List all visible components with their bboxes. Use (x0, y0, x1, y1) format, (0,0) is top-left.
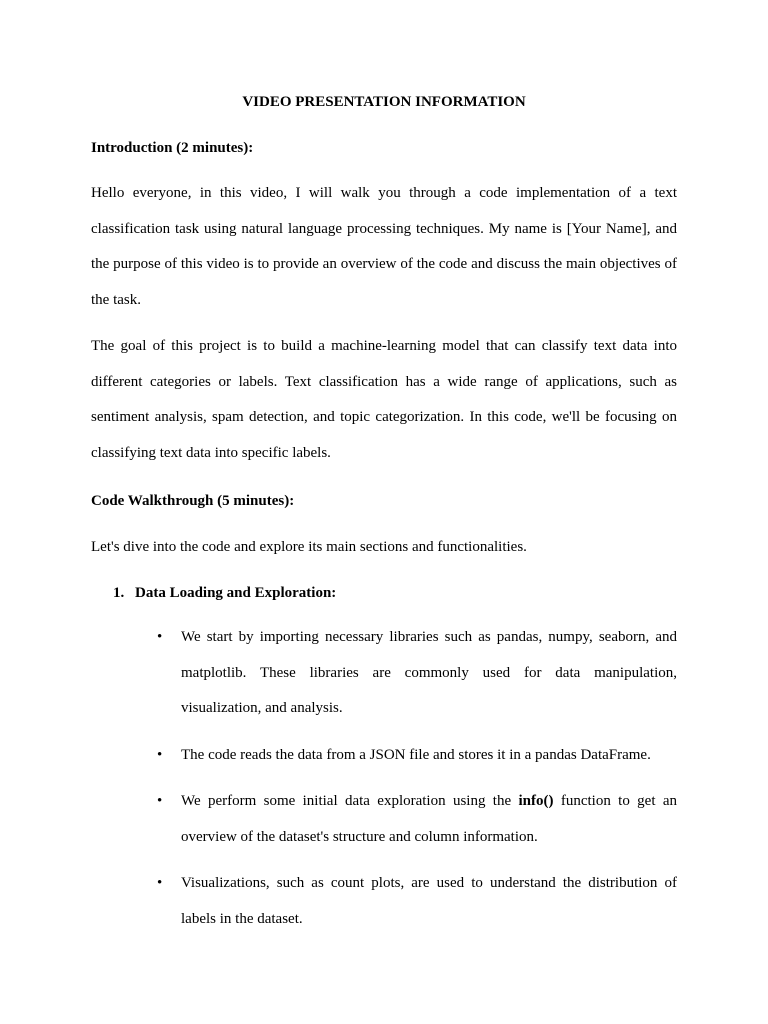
code-walkthrough-heading: Code Walkthrough (5 minutes): (91, 493, 295, 509)
paragraph-line: Hello everyone, in this video, I will walk you through a code implementation of a text (91, 185, 677, 201)
paragraph-line: different categories or labels. Text classification has a wide range of applications, such as (91, 373, 677, 390)
introduction-paragraph-2 (91, 329, 677, 471)
bullet-text: function to get an (553, 793, 678, 809)
paragraph-line: the purpose of this video is to provide an overview of the code and discuss the main objectives of (91, 256, 677, 272)
bullet-text: We perform some initial data exploration using the (181, 793, 519, 809)
paragraph-line: sentiment analysis, spam detection, and topic categorization. In this code, we'll be focusing on (91, 409, 677, 425)
section-1-heading (113, 584, 336, 602)
bullet-line: overview of the dataset's structure and column information. (181, 828, 538, 845)
paragraph-line: classification task using natural language processing techniques. My name is [Your Name], and (91, 220, 677, 237)
paragraph-line: The goal of this project is to build a machine-learning model that can classify text data into (91, 338, 677, 354)
bullet-line: Visualizations, such as count plots, are used to understand the distribution of (181, 875, 677, 891)
bullet-line: We start by importing necessary libraries such as pandas, numpy, seaborn, and (181, 629, 677, 645)
section-label: Data Loading and Exploration: (135, 585, 337, 601)
bullet-line (181, 784, 677, 820)
bullet-icon: • (157, 629, 163, 645)
introduction-heading: Introduction (2 minutes): (91, 140, 254, 156)
bullet-line: The code reads the data from a JSON file and stores it in a pandas DataFrame. (181, 747, 651, 763)
introduction-paragraph-1 (91, 176, 677, 318)
walkthrough-paragraph: Let's dive into the code and explore its main sections and functionalities. (91, 539, 527, 555)
bullet-line: visualization, and analysis. (181, 700, 343, 716)
document-title: VIDEO PRESENTATION INFORMATION (242, 94, 526, 110)
bullet-icon: • (157, 793, 163, 809)
paragraph-line: the task. (91, 291, 141, 308)
bullet-item-4 (157, 866, 677, 937)
function-name: info() (518, 793, 554, 809)
bullet-icon: • (157, 747, 163, 763)
bullet-item-2 (157, 738, 677, 774)
section-number: 1. (113, 585, 125, 601)
bullet-line: labels in the dataset. (181, 910, 303, 927)
bullet-item-1 (157, 620, 677, 727)
paragraph-line: classifying text data into specific labels. (91, 444, 331, 461)
bullet-item-3 (157, 784, 677, 855)
bullet-line: matplotlib. These libraries are commonly used for data manipulation, (181, 664, 677, 681)
bullet-icon: • (157, 875, 163, 891)
